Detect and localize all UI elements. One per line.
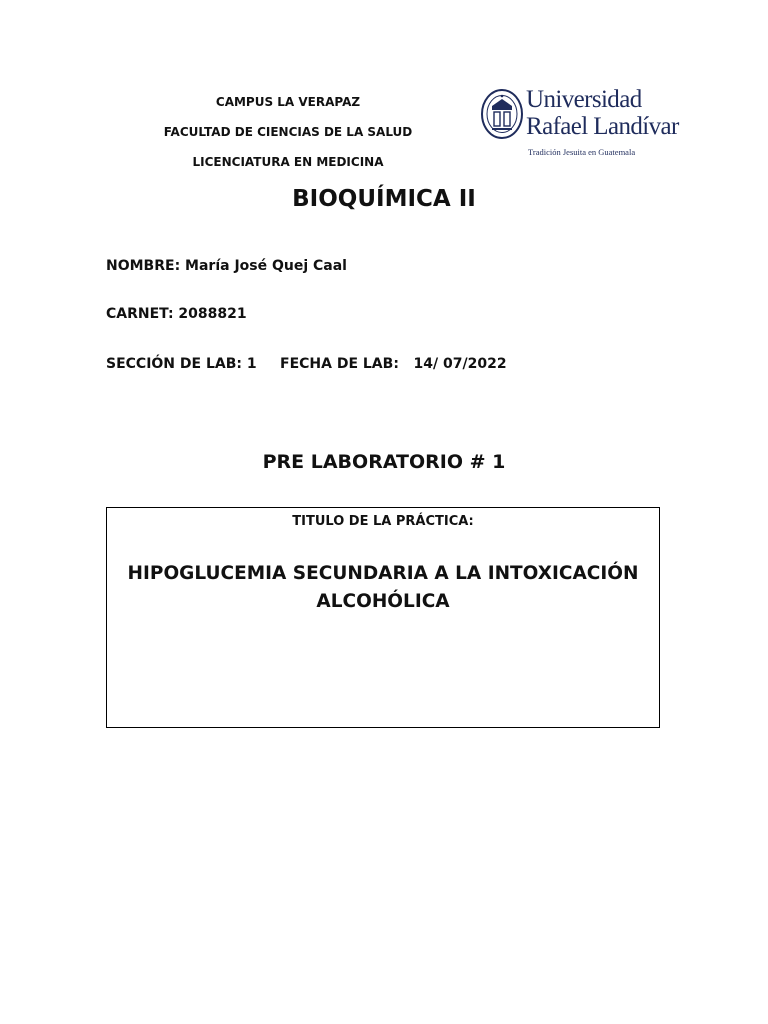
university-seal-icon [480,88,524,140]
lab-date: FECHA DE LAB: 14/ 07/2022 [280,356,507,372]
student-name: NOMBRE: María José Quej Caal [106,258,347,274]
faculty-line: FACULTAD DE CIENCIAS DE LA SALUD [163,125,413,139]
institution-header [150,93,426,183]
prelab-title: PRE LABORATORIO # 1 [262,451,506,473]
lab-section: SECCIÓN DE LAB: 1 [106,356,257,372]
university-name-line2: Rafael Landívar [526,113,679,140]
university-logo [480,86,679,162]
practice-title-box [106,507,660,728]
university-motto: Tradición Jesuita en Guatemala [528,147,636,157]
university-name-line1: Universidad [526,86,642,113]
student-carnet: CARNET: 2088821 [106,306,247,322]
practice-label: TITULO DE LA PRÁCTICA: [292,514,474,529]
university-name [526,86,679,140]
campus-line: CAMPUS LA VERAPAZ [215,95,361,109]
course-title: BIOQUÍMICA II [292,186,476,212]
program-line: LICENCIATURA EN MEDICINA [192,155,384,169]
practice-title: HIPOGLUCEMIA SECUNDARIA A LA INTOXICACIÓN ALCOHÓLICA [127,563,639,612]
